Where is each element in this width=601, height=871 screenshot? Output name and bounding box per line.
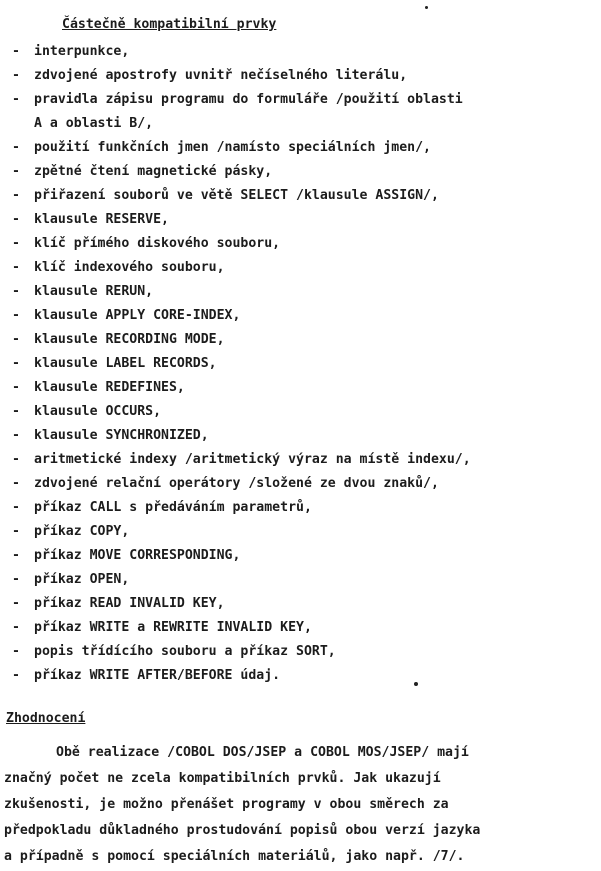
list-item	[12, 544, 471, 568]
list-bullet: -	[12, 260, 20, 275]
list-item-text: aritmetické indexy /aritmetický výraz na místě indexu/,	[34, 452, 471, 467]
list-item-text: zdvojené relační operátory /složené ze dvou znaků/,	[34, 476, 439, 491]
list-bullet: -	[12, 236, 20, 251]
list-bullet: -	[12, 308, 20, 323]
list-item-text: klausule RECORDING MODE,	[34, 332, 225, 347]
list-item-text: A a oblasti B/,	[34, 116, 154, 131]
list-item	[12, 232, 471, 256]
list-bullet: -	[12, 476, 20, 491]
list-bullet: -	[12, 332, 20, 347]
list-item-text: použití funkčních jmen /namísto speciálních jmen/,	[34, 140, 431, 155]
list-item-text: příkaz OPEN,	[34, 572, 130, 587]
list-bullet: -	[12, 140, 20, 155]
ink-speck	[425, 6, 428, 9]
list-bullet: -	[12, 164, 20, 179]
list-item	[12, 496, 471, 520]
list-bullet: -	[12, 68, 20, 83]
list-item-text: klausule APPLY CORE-INDEX,	[34, 308, 241, 323]
section-heading: Částečně kompatibilní prvky	[62, 17, 277, 32]
list-bullet: -	[12, 92, 20, 107]
list-bullet: -	[12, 572, 20, 587]
list-item	[12, 208, 471, 232]
list-item	[12, 64, 471, 88]
feature-list	[12, 40, 471, 688]
list-item-text: pravidla zápisu programu do formuláře /použití oblasti	[34, 92, 463, 107]
list-bullet: -	[12, 596, 20, 611]
paragraph-line: značný počet ne zcela kompatibilních prvků. Jak ukazují	[4, 771, 441, 786]
list-item-text: příkaz READ INVALID KEY,	[34, 596, 225, 611]
list-item-text: příkaz WRITE AFTER/BEFORE údaj.	[34, 668, 281, 683]
list-item-text: klíč indexového souboru,	[34, 260, 225, 275]
list-item	[12, 448, 471, 472]
list-item	[12, 184, 471, 208]
paragraph-line: Obě realizace /COBOL DOS/JSEP a COBOL MOS/JSEP/ mají	[56, 745, 469, 760]
list-item	[12, 376, 471, 400]
list-item-text: klíč přímého diskového souboru,	[34, 236, 281, 251]
list-item	[12, 280, 471, 304]
list-item	[12, 40, 471, 64]
list-item-text: klausule REDEFINES,	[34, 380, 185, 395]
list-bullet: -	[12, 404, 20, 419]
list-bullet: -	[12, 356, 20, 371]
list-bullet: -	[12, 644, 20, 659]
list-item	[12, 664, 471, 688]
paragraph-line: a případně s pomocí speciálních materiálů, jako např. /7/.	[4, 849, 465, 864]
list-bullet: -	[12, 668, 20, 683]
list-item	[12, 400, 471, 424]
list-item	[12, 424, 471, 448]
list-bullet: -	[12, 524, 20, 539]
list-item	[12, 592, 471, 616]
list-bullet: -	[12, 380, 20, 395]
list-item	[12, 616, 471, 640]
list-bullet: -	[12, 212, 20, 227]
list-item	[12, 640, 471, 664]
list-item	[12, 160, 471, 184]
list-item-text: příkaz MOVE CORRESPONDING,	[34, 548, 241, 563]
list-item-text: příkaz COPY,	[34, 524, 130, 539]
paragraph-line: předpokladu důkladného prostudování popisů obou verzí jazyka	[4, 823, 481, 838]
evaluation-heading: Zhodnocení	[6, 711, 86, 726]
list-item-text: klausule SYNCHRONIZED,	[34, 428, 209, 443]
list-item-text: klausule RERUN,	[34, 284, 154, 299]
list-item	[12, 568, 471, 592]
list-item-text: zdvojené apostrofy uvnitř nečíselného literálu,	[34, 68, 408, 83]
list-item	[12, 88, 471, 112]
list-item	[12, 352, 471, 376]
list-item-text: zpětné čtení magnetické pásky,	[34, 164, 273, 179]
list-item	[12, 304, 471, 328]
list-item	[12, 256, 471, 280]
list-bullet: -	[12, 44, 20, 59]
list-bullet: -	[12, 548, 20, 563]
list-item	[12, 112, 471, 136]
list-item-text: příkaz CALL s předáváním parametrů,	[34, 500, 312, 515]
list-bullet	[12, 112, 34, 136]
list-item	[12, 136, 471, 160]
list-item-text: interpunkce,	[34, 44, 130, 59]
list-item-text: klausule LABEL RECORDS,	[34, 356, 217, 371]
list-item-text: popis třídícího souboru a příkaz SORT,	[34, 644, 336, 659]
list-item-text: klausule RESERVE,	[34, 212, 169, 227]
list-item-text: příkaz WRITE a REWRITE INVALID KEY,	[34, 620, 312, 635]
list-item	[12, 472, 471, 496]
evaluation-paragraph	[4, 740, 596, 870]
list-bullet: -	[12, 452, 20, 467]
list-bullet: -	[12, 620, 20, 635]
list-item-text: klausule OCCURS,	[34, 404, 162, 419]
list-item	[12, 328, 471, 352]
paragraph-line: zkušenosti, je možno přenášet programy v obou směrech za	[4, 797, 449, 812]
list-item-text: přiřazení souborů ve větě SELECT /klausule ASSIGN/,	[34, 188, 439, 203]
list-bullet: -	[12, 428, 20, 443]
list-bullet: -	[12, 188, 20, 203]
list-item	[12, 520, 471, 544]
list-bullet: -	[12, 284, 20, 299]
list-bullet: -	[12, 500, 20, 515]
